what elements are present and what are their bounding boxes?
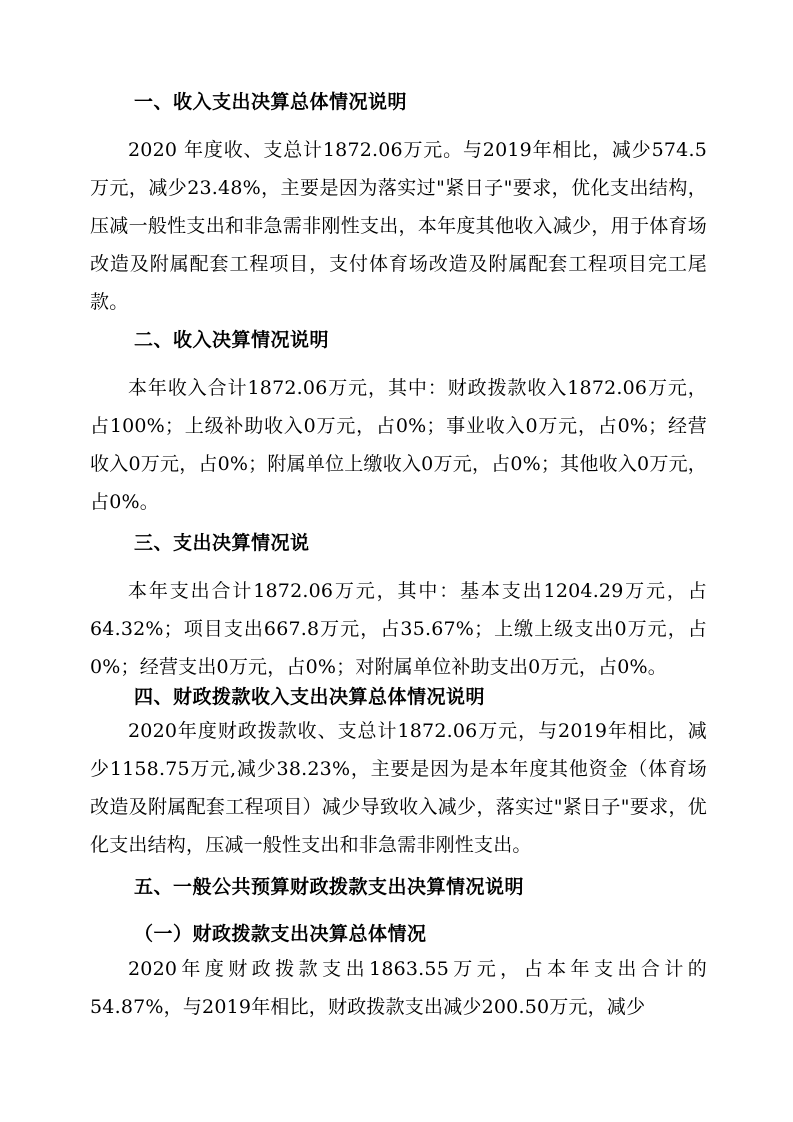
- section-2-heading: 二、收入决算情况说明: [134, 329, 330, 351]
- section-1-heading: 一、收入支出决算总体情况说明: [134, 91, 408, 113]
- subsection-1-heading: （一）财政拨款支出决算总体情况: [134, 923, 427, 945]
- section-3-paragraph: 本年支出合计1872.06万元，其中：基本支出1204.29万元，占64.32%；项目支出667.8万元，占35.67%；上缴上级支出0万元，占0%；经营支出0万元，占0%；对附属单位补助支出0万元，占0%。: [90, 580, 707, 678]
- subsection-1-paragraph: 2020年度财政拨款支出1863.55万元，占本年支出合计的54.87%，与2019年相比，财政拨款支出减少200.50万元，减少: [90, 958, 707, 1018]
- section-4-heading: 四、财政拨款收入支出决算总体情况说明: [134, 686, 486, 708]
- section-4-paragraph: 2020年度财政拨款收、支总计1872.06万元，与2019年相比，减少1158.75万元,减少38.23%，主要是因为是本年度其他资金（体育场改造及附属配套工程项目）减少导致收入减少，落实过"紧日子"要求，优化支出结构，压减一般性支出和非急需非刚性支出。: [90, 720, 707, 856]
- section-2-paragraph: 本年收入合计1872.06万元，其中：财政拨款收入1872.06万元，占100%；上级补助收入0万元，占0%；事业收入0万元，占0%；经营收入0万元，占0%；附属单位上缴收入0万元，占0%；其他收入0万元，占0%。: [90, 377, 707, 513]
- section-3-heading: 三、支出决算情况说: [134, 532, 310, 554]
- section-5-heading: 五、一般公共预算财政拨款支出决算情况说明: [134, 876, 525, 898]
- section-1-paragraph: 2020 年度收、支总计1872.06万元。与2019年相比，减少574.5万元，减少23.48%，主要是因为落实过"紧日子"要求，优化支出结构，压减一般性支出和非急需非刚性支出，本年度其他收入减少，用于体育场改造及附属配套工程项目，支付体育场改造及附属配套工程项目完工尾款。: [90, 139, 707, 313]
